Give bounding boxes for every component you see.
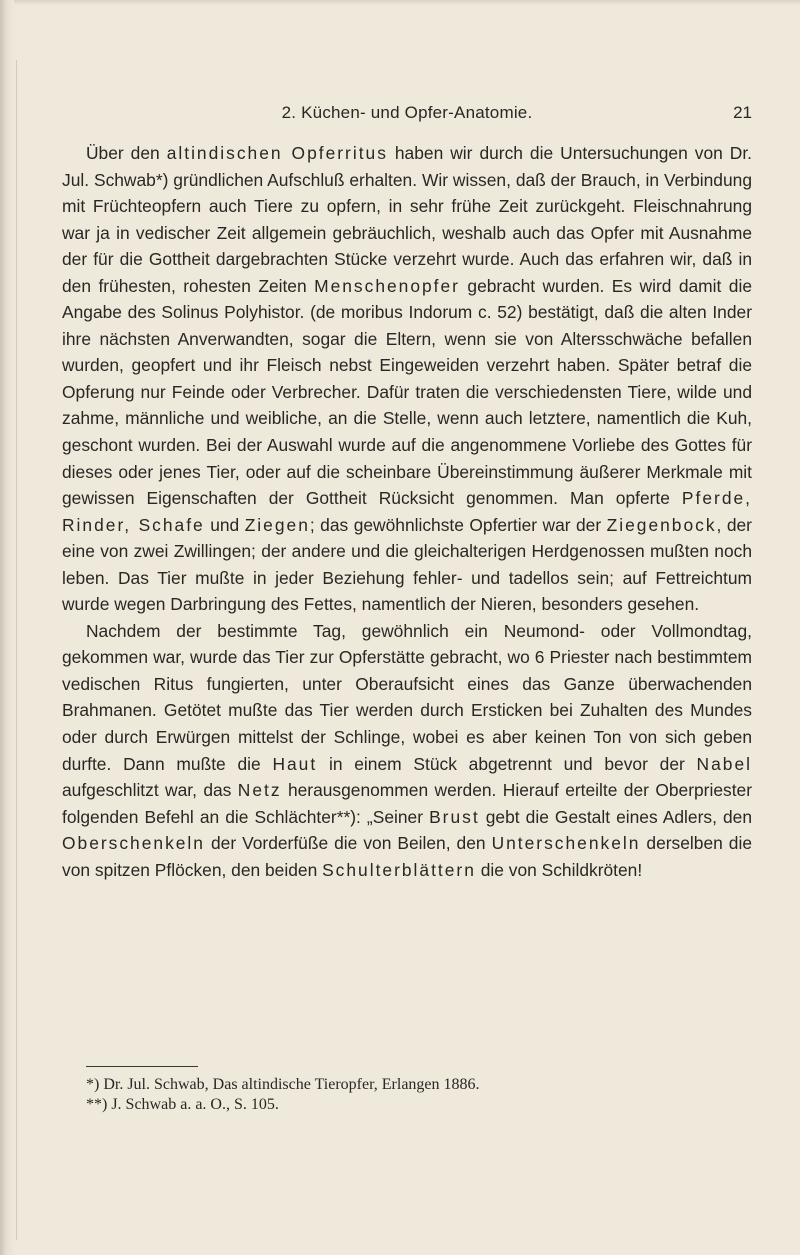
text-run: herausgenommen werden. Hierauf erteilte der Oberpriester folgenden Befehl an die Schlächter**): „Seiner	[62, 780, 752, 827]
footnote-2: **) J. Schwab a. a. O., S. 105.	[86, 1096, 279, 1113]
text-run: gebracht wurden. Es wird damit die Angabe des Solinus Polyhistor. (de moribus Indorum c. 52) bestätigt, daß die alten Inder ihre nächsten Anverwandten, sogar die Eltern, wenn sie von Altersschwäche befallen wurden, geopfert und ihr Fleisch nebst Eingeweiden verzehrt haben. Später betraf die Opferung nur Feinde oder Verbrecher. Dafür traten die verschiedensten Tiere, wilde und zahme, männliche und weibliche, an die Stelle, wenn auch letztere, namentlich die Kuh, geschont wurden. Bei der Auswahl wurde auf die angenommene Vorliebe des Gottes für dieses oder jenes Tier, oder auf die scheinbare Übereinstimmung äußerer Merkmale mit gewissen Eigenschaften der Gottheit Rücksicht genommen. Man opferte	[62, 275, 753, 509]
footnotes	[86, 1075, 746, 1115]
page-top-edge	[0, 0, 800, 5]
page-margin-line	[16, 60, 17, 1240]
text-run: , der eine von zwei Zwillingen; der andere und die gleichalterigen Herdgenossen mußten noch leben. Das Tier mußte in jeder Beziehung fehler- und tadellos sein; auf Fettreichtum wurde wegen Darbringung des Fettes, namentlich der Nieren, besonders gesehen.	[62, 514, 752, 615]
spaced-emphasis: Nabel	[696, 753, 752, 774]
spaced-emphasis: Oberschenkeln	[62, 833, 205, 854]
spaced-emphasis: Ziegenbock	[606, 514, 717, 535]
spaced-emphasis: Netz	[237, 780, 282, 801]
footnote-1: *) Dr. Jul. Schwab, Das altindische Tieropfer, Erlangen 1886.	[86, 1076, 480, 1093]
text-run: derselben die von spitzen Pflöcken, den beiden	[62, 833, 752, 880]
text-run: ; das gewöhnlichste Opfertier war der	[309, 514, 607, 535]
spaced-emphasis: altindischen Opferritus	[166, 143, 388, 163]
footnote-rule	[86, 1066, 198, 1067]
text-run: in einem Stück abgetrennt und bevor der	[317, 753, 697, 774]
text-run: die von Schildkröten!	[475, 859, 643, 880]
text-run: gebt die Gestalt eines Adlers, den	[479, 806, 752, 827]
body-text	[62, 140, 752, 883]
spaced-emphasis: Haut	[272, 753, 318, 774]
running-head: 2. Küchen- und Opfer-Anatomie.	[281, 103, 533, 122]
text-run: haben wir durch die Untersuchungen von Dr. Jul. Schwab*) gründlichen Aufschluß erhalten. Wir wissen, daß der Brauch, in Verbindung mit Früchteopfern auch Tiere zu opfern, in sehr frühe Zeit zurückgeht. Fleischnahrung war ja in vedischer Zeit allgemein gebräuchlich, weshalb auch das Opfer mit Ausnahme der für die Gottheit dargebrachten Stücke verzehrt wurde. Auch das erfahren wir, daß in den frühesten, rohesten Zeiten	[62, 143, 753, 296]
spaced-emphasis: Unterschenkeln	[491, 833, 641, 854]
text-run: und	[204, 514, 245, 535]
page-number: 21	[733, 103, 752, 122]
spaced-emphasis: Pferde, Rinder, Schafe	[62, 488, 752, 535]
spaced-emphasis: Brust	[429, 806, 480, 827]
paragraph-1	[62, 140, 752, 618]
spaced-emphasis: Schulterblättern	[322, 859, 476, 880]
page-binding-edge	[0, 0, 14, 1255]
spaced-emphasis: Menschenopfer	[314, 275, 460, 296]
spaced-emphasis: Ziegen	[244, 514, 310, 535]
page-header	[62, 103, 752, 127]
text-run: der Vorderfüße die von Beilen, den	[204, 833, 492, 854]
text-run: aufgeschlitzt war, das	[62, 780, 238, 801]
text-run: Nachdem der bestimmte Tag, gewöhnlich ein Neumond- oder Vollmondtag, gekommen war, wurde das Tier zur Opferstätte gebracht, wo 6 Priester nach bestimmtem vedischen Ritus fungierten, unter Oberaufsicht eines das Ganze überwachenden Brahmanen. Getötet mußte das Tier werden durch Ersticken bei Zuhalten des Mundes oder durch Erwürgen mittelst der Schlinge, wobei es aber keinen Ton von sich geben durfte. Dann mußte die	[62, 620, 752, 774]
paragraph-2	[62, 618, 752, 883]
text-run: Über den	[86, 143, 167, 163]
